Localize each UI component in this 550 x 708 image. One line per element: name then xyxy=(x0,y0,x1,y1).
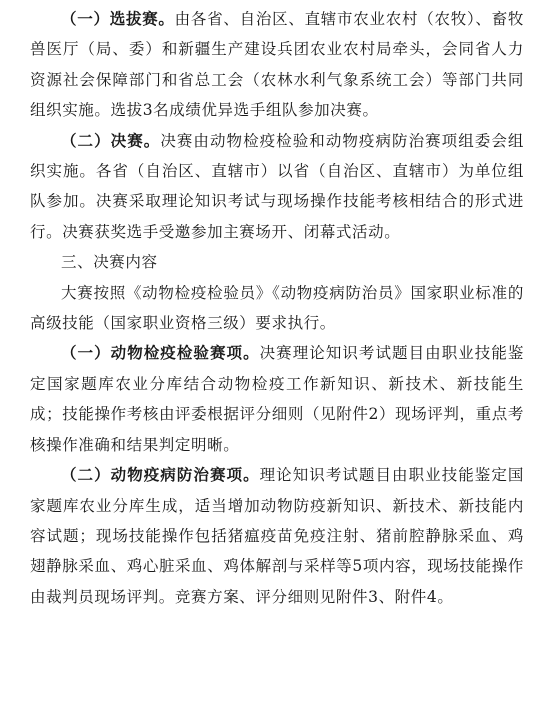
paragraph-text: 决赛理论知识考试题目由职业技能鉴定国家题库农业分库结合动物检疫工作新知识、新技术、新技能生成；技能操作考核由评委根据评分细则（见附件2）现场评判，重点考核操作准确和结果判定明晰。 xyxy=(30,344,524,454)
paragraph-prevention-event xyxy=(30,460,524,612)
paragraph-preliminary xyxy=(30,4,524,126)
paragraph-lead: （一）动物检疫检验赛项。 xyxy=(61,344,260,363)
paragraph-final xyxy=(30,126,524,248)
paragraph-lead: （一）选拔赛。 xyxy=(61,10,175,28)
paragraph-inspection-event xyxy=(30,338,524,460)
paragraph-text: 决赛由动物检疫检验和动物疫病防治赛项组委会组织实施。各省（自治区、直辖市）以省（自治区、直辖市）为单位组队参加。决赛采取理论知识考试与现场操作技能考核相结合的形式进行。决赛获奖选手受邀参加主赛场开、闭幕式活动。 xyxy=(30,131,524,241)
paragraph-lead: （二）动物疫病防治赛项。 xyxy=(61,466,260,485)
section-intro: 大赛按照《动物检疫检验员》《动物疫病防治员》国家职业标准的高级技能（国家职业资格三级）要求执行。 xyxy=(30,283,524,333)
paragraph-text: 理论知识考试题目由职业技能鉴定国家题库农业分库生成，适当增加动物防疫新知识、新技术、新技能内容试题；现场技能操作包括猪瘟疫苗免疫注射、猪前腔静脉采血、鸡翅静脉采血、鸡心脏采血、鸡体解剖与采样等5项内容，现场技能操作由裁判员现场评判。竞赛方案、评分细则见附件3、附件4。 xyxy=(30,466,524,606)
paragraph-text: 由各省、自治区、直辖市农业农村（农牧）、畜牧兽医厅（局、委）和新疆生产建设兵团农业农村局牵头，会同省人力资源社会保障部门和省总工会（农林水利气象系统工会）等部门共同组织实施。选拔3名成绩优异选手组队参加决赛。 xyxy=(30,10,525,120)
paragraph-lead: （二）决赛。 xyxy=(61,131,161,150)
section-title: 三、决赛内容 xyxy=(61,253,158,272)
